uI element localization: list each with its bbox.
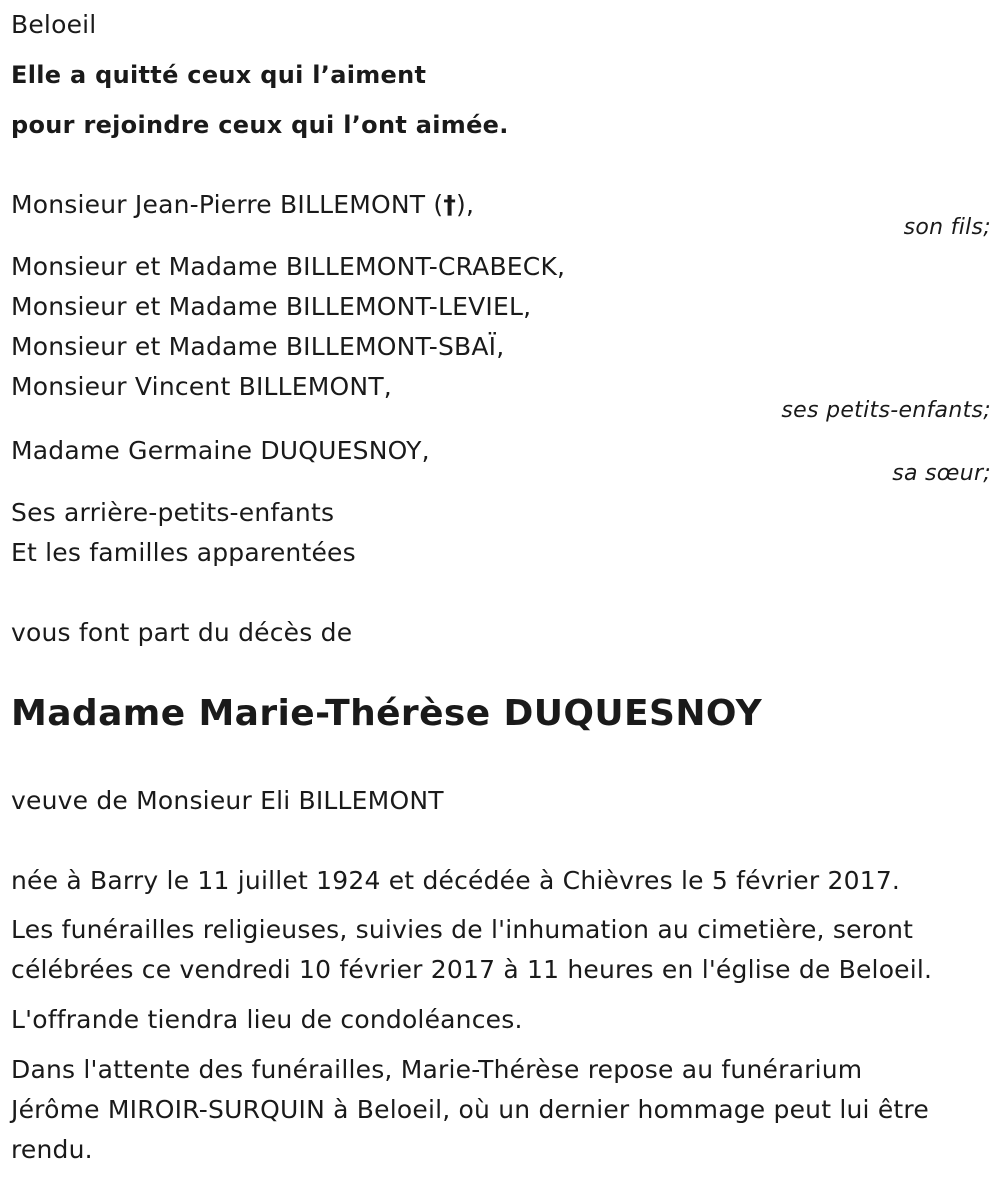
related-families: Et les familles apparentées xyxy=(11,538,356,567)
verse-line-1: Elle a quitté ceux qui l’aiment xyxy=(11,61,427,89)
rest-details-line-3: rendu. xyxy=(11,1135,93,1164)
sister-name: Madame Germaine DUQUESNOY, xyxy=(11,436,430,465)
grandchild-line: Monsieur et Madame BILLEMONT-CRABECK, xyxy=(11,252,566,281)
grandchildren-relation: ses petits-enfants; xyxy=(781,398,991,423)
widow-of: veuve de Monsieur Eli BILLEMONT xyxy=(11,786,444,815)
offering-note: L'offrande tiendra lieu de condoléances. xyxy=(11,1005,523,1034)
town-name: Beloeil xyxy=(11,10,97,39)
son-relation: son fils; xyxy=(903,215,991,240)
son-name xyxy=(11,190,474,220)
rest-details-line-1: Dans l'attente des funérailles, Marie-Thérèse repose au funérarium xyxy=(11,1055,863,1084)
grandchild-line: Monsieur et Madame BILLEMONT-LEVIEL, xyxy=(11,292,532,321)
grandchild-line: Monsieur et Madame BILLEMONT-SBAÏ, xyxy=(11,332,505,361)
grandchild-line: Monsieur Vincent BILLEMONT, xyxy=(11,372,392,401)
son-name-text: Monsieur Jean-Pierre BILLEMONT ( xyxy=(11,190,444,219)
announcement-intro: vous font part du décès de xyxy=(11,618,353,647)
deceased-name: Madame Marie-Thérèse DUQUESNOY xyxy=(11,693,763,734)
funeral-details-line-2: célébrées ce vendredi 10 février 2017 à 11 heures en l'église de Beloeil. xyxy=(11,955,933,984)
verse-line-2: pour rejoindre ceux qui l’ont aimée. xyxy=(11,111,509,139)
cross-icon: † xyxy=(443,190,457,219)
funeral-details-line-1: Les funérailles religieuses, suivies de l'inhumation au cimetière, seront xyxy=(11,915,914,944)
son-name-closing: ), xyxy=(456,190,475,219)
rest-details-line-2: Jérôme MIROIR-SURQUIN à Beloeil, où un dernier hommage peut lui être xyxy=(11,1095,929,1124)
sister-relation: sa sœur; xyxy=(892,461,991,486)
birth-death-details: née à Barry le 11 juillet 1924 et décédée à Chièvres le 5 février 2017. xyxy=(11,866,901,895)
great-grandchildren: Ses arrière-petits-enfants xyxy=(11,498,335,527)
